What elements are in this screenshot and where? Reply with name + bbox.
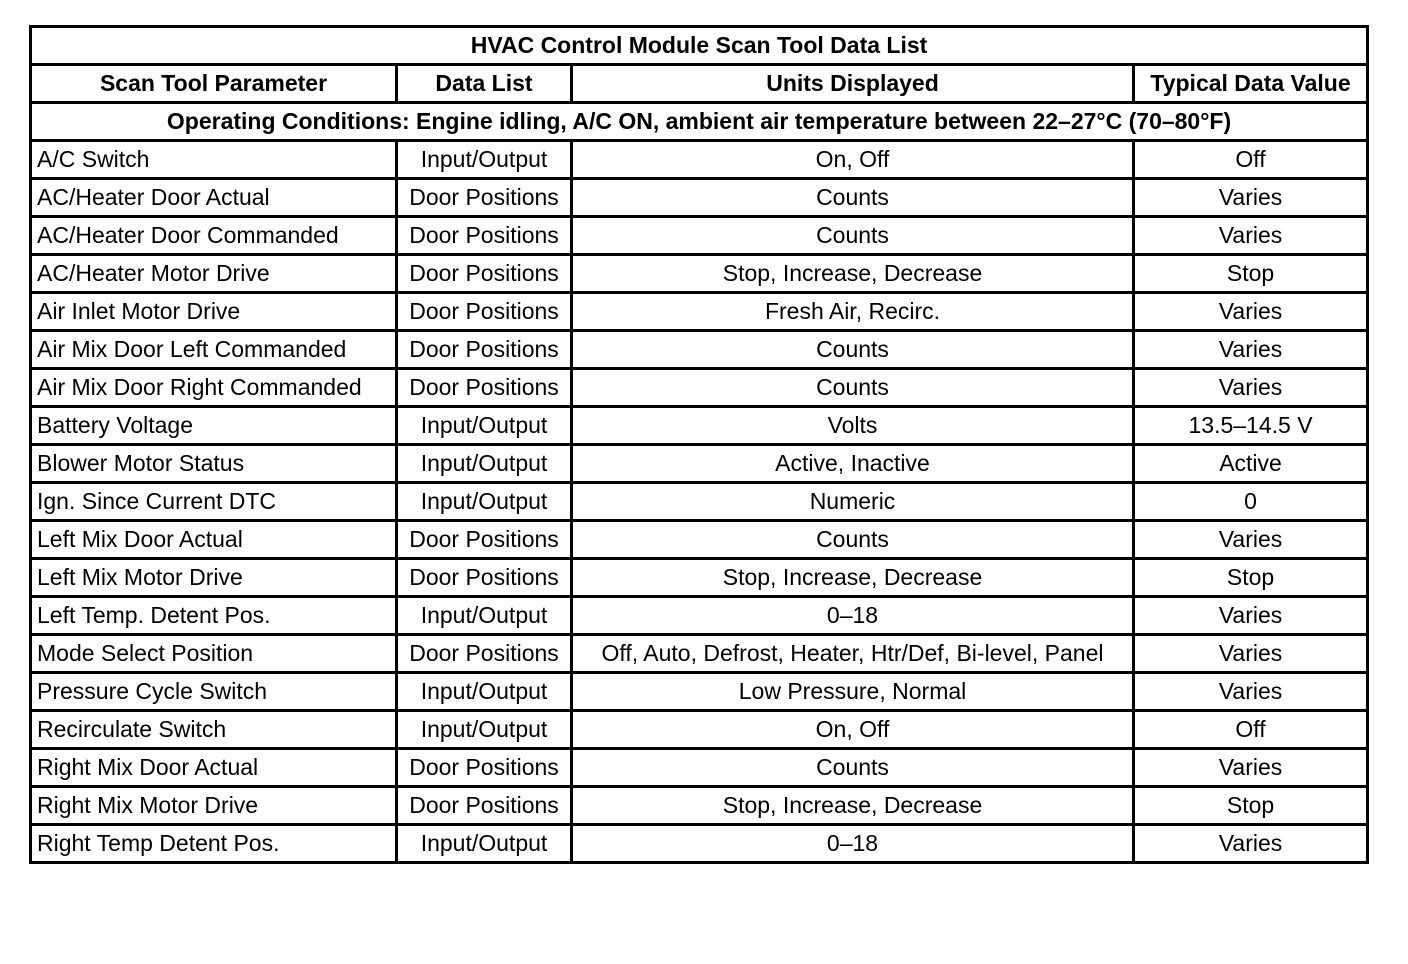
cell-parameter: A/C Switch	[31, 141, 397, 179]
table-row	[31, 331, 1368, 369]
cell-typical-value: 13.5–14.5 V	[1134, 407, 1368, 445]
cell-parameter: Left Mix Motor Drive	[31, 559, 397, 597]
cell-data-list: Door Positions	[397, 331, 572, 369]
cell-parameter: Recirculate Switch	[31, 711, 397, 749]
cell-parameter: Air Mix Door Left Commanded	[31, 331, 397, 369]
cell-typical-value: Varies	[1134, 369, 1368, 407]
table-row	[31, 483, 1368, 521]
cell-data-list: Door Positions	[397, 179, 572, 217]
cell-parameter: AC/Heater Door Actual	[31, 179, 397, 217]
cell-units: 0–18	[572, 825, 1134, 863]
cell-units: Counts	[572, 749, 1134, 787]
cell-data-list: Door Positions	[397, 369, 572, 407]
cell-parameter: Right Mix Door Actual	[31, 749, 397, 787]
cell-typical-value: Active	[1134, 445, 1368, 483]
table-row	[31, 141, 1368, 179]
cell-typical-value: Off	[1134, 711, 1368, 749]
cell-parameter: Right Temp Detent Pos.	[31, 825, 397, 863]
cell-units: Stop, Increase, Decrease	[572, 559, 1134, 597]
cell-units: Stop, Increase, Decrease	[572, 255, 1134, 293]
header-data-list: Data List	[397, 65, 572, 103]
cell-typical-value: Varies	[1134, 597, 1368, 635]
cell-units: Counts	[572, 331, 1134, 369]
cell-units: Numeric	[572, 483, 1134, 521]
cell-data-list: Input/Output	[397, 445, 572, 483]
cell-parameter: AC/Heater Door Commanded	[31, 217, 397, 255]
table-row	[31, 559, 1368, 597]
cell-units: Counts	[572, 521, 1134, 559]
cell-data-list: Door Positions	[397, 217, 572, 255]
cell-data-list: Door Positions	[397, 559, 572, 597]
cell-units: Counts	[572, 217, 1134, 255]
cell-data-list: Door Positions	[397, 635, 572, 673]
cell-typical-value: Varies	[1134, 217, 1368, 255]
cell-typical-value: Varies	[1134, 179, 1368, 217]
cell-units: On, Off	[572, 141, 1134, 179]
table-body	[31, 141, 1368, 863]
scan-tool-data-table	[29, 25, 1369, 864]
cell-parameter: Air Mix Door Right Commanded	[31, 369, 397, 407]
cell-parameter: Left Mix Door Actual	[31, 521, 397, 559]
table-row	[31, 255, 1368, 293]
cell-parameter: AC/Heater Motor Drive	[31, 255, 397, 293]
table-title-row	[31, 27, 1368, 65]
cell-typical-value: Off	[1134, 141, 1368, 179]
cell-data-list: Input/Output	[397, 407, 572, 445]
cell-typical-value: Stop	[1134, 559, 1368, 597]
table-row	[31, 825, 1368, 863]
cell-typical-value: Varies	[1134, 825, 1368, 863]
table-row	[31, 597, 1368, 635]
cell-typical-value: Varies	[1134, 749, 1368, 787]
cell-data-list: Input/Output	[397, 483, 572, 521]
table-row	[31, 179, 1368, 217]
cell-data-list: Input/Output	[397, 825, 572, 863]
cell-units: Counts	[572, 179, 1134, 217]
header-typical-data-value: Typical Data Value	[1134, 65, 1368, 103]
cell-data-list: Door Positions	[397, 787, 572, 825]
cell-data-list: Input/Output	[397, 673, 572, 711]
cell-parameter: Blower Motor Status	[31, 445, 397, 483]
table-row	[31, 635, 1368, 673]
header-scan-tool-parameter: Scan Tool Parameter	[31, 65, 397, 103]
cell-units: On, Off	[572, 711, 1134, 749]
table-title: HVAC Control Module Scan Tool Data List	[31, 27, 1368, 65]
table-row	[31, 407, 1368, 445]
operating-conditions: Operating Conditions: Engine idling, A/C ON, ambient air temperature between 22–27°C (70–80°F)	[31, 103, 1368, 141]
cell-parameter: Mode Select Position	[31, 635, 397, 673]
cell-units: Fresh Air, Recirc.	[572, 293, 1134, 331]
table-row	[31, 369, 1368, 407]
table-row	[31, 749, 1368, 787]
header-units-displayed: Units Displayed	[572, 65, 1134, 103]
cell-parameter: Air Inlet Motor Drive	[31, 293, 397, 331]
table-row	[31, 521, 1368, 559]
cell-units: Volts	[572, 407, 1134, 445]
operating-conditions-row	[31, 103, 1368, 141]
cell-units: Stop, Increase, Decrease	[572, 787, 1134, 825]
cell-typical-value: 0	[1134, 483, 1368, 521]
cell-data-list: Door Positions	[397, 293, 572, 331]
cell-typical-value: Stop	[1134, 255, 1368, 293]
cell-parameter: Right Mix Motor Drive	[31, 787, 397, 825]
cell-data-list: Input/Output	[397, 711, 572, 749]
cell-units: Low Pressure, Normal	[572, 673, 1134, 711]
table-row	[31, 445, 1368, 483]
cell-typical-value: Stop	[1134, 787, 1368, 825]
cell-units: Off, Auto, Defrost, Heater, Htr/Def, Bi-level, Panel	[572, 635, 1134, 673]
cell-data-list: Door Positions	[397, 521, 572, 559]
cell-data-list: Input/Output	[397, 597, 572, 635]
cell-units: Counts	[572, 369, 1134, 407]
table-row	[31, 217, 1368, 255]
cell-data-list: Input/Output	[397, 141, 572, 179]
table-row	[31, 673, 1368, 711]
cell-data-list: Door Positions	[397, 255, 572, 293]
cell-parameter: Battery Voltage	[31, 407, 397, 445]
cell-parameter: Pressure Cycle Switch	[31, 673, 397, 711]
cell-data-list: Door Positions	[397, 749, 572, 787]
cell-typical-value: Varies	[1134, 673, 1368, 711]
cell-typical-value: Varies	[1134, 521, 1368, 559]
cell-typical-value: Varies	[1134, 293, 1368, 331]
table-row	[31, 711, 1368, 749]
table-row	[31, 787, 1368, 825]
cell-units: 0–18	[572, 597, 1134, 635]
cell-parameter: Ign. Since Current DTC	[31, 483, 397, 521]
cell-units: Active, Inactive	[572, 445, 1134, 483]
table-row	[31, 293, 1368, 331]
cell-typical-value: Varies	[1134, 635, 1368, 673]
table-header-row	[31, 65, 1368, 103]
cell-parameter: Left Temp. Detent Pos.	[31, 597, 397, 635]
cell-typical-value: Varies	[1134, 331, 1368, 369]
